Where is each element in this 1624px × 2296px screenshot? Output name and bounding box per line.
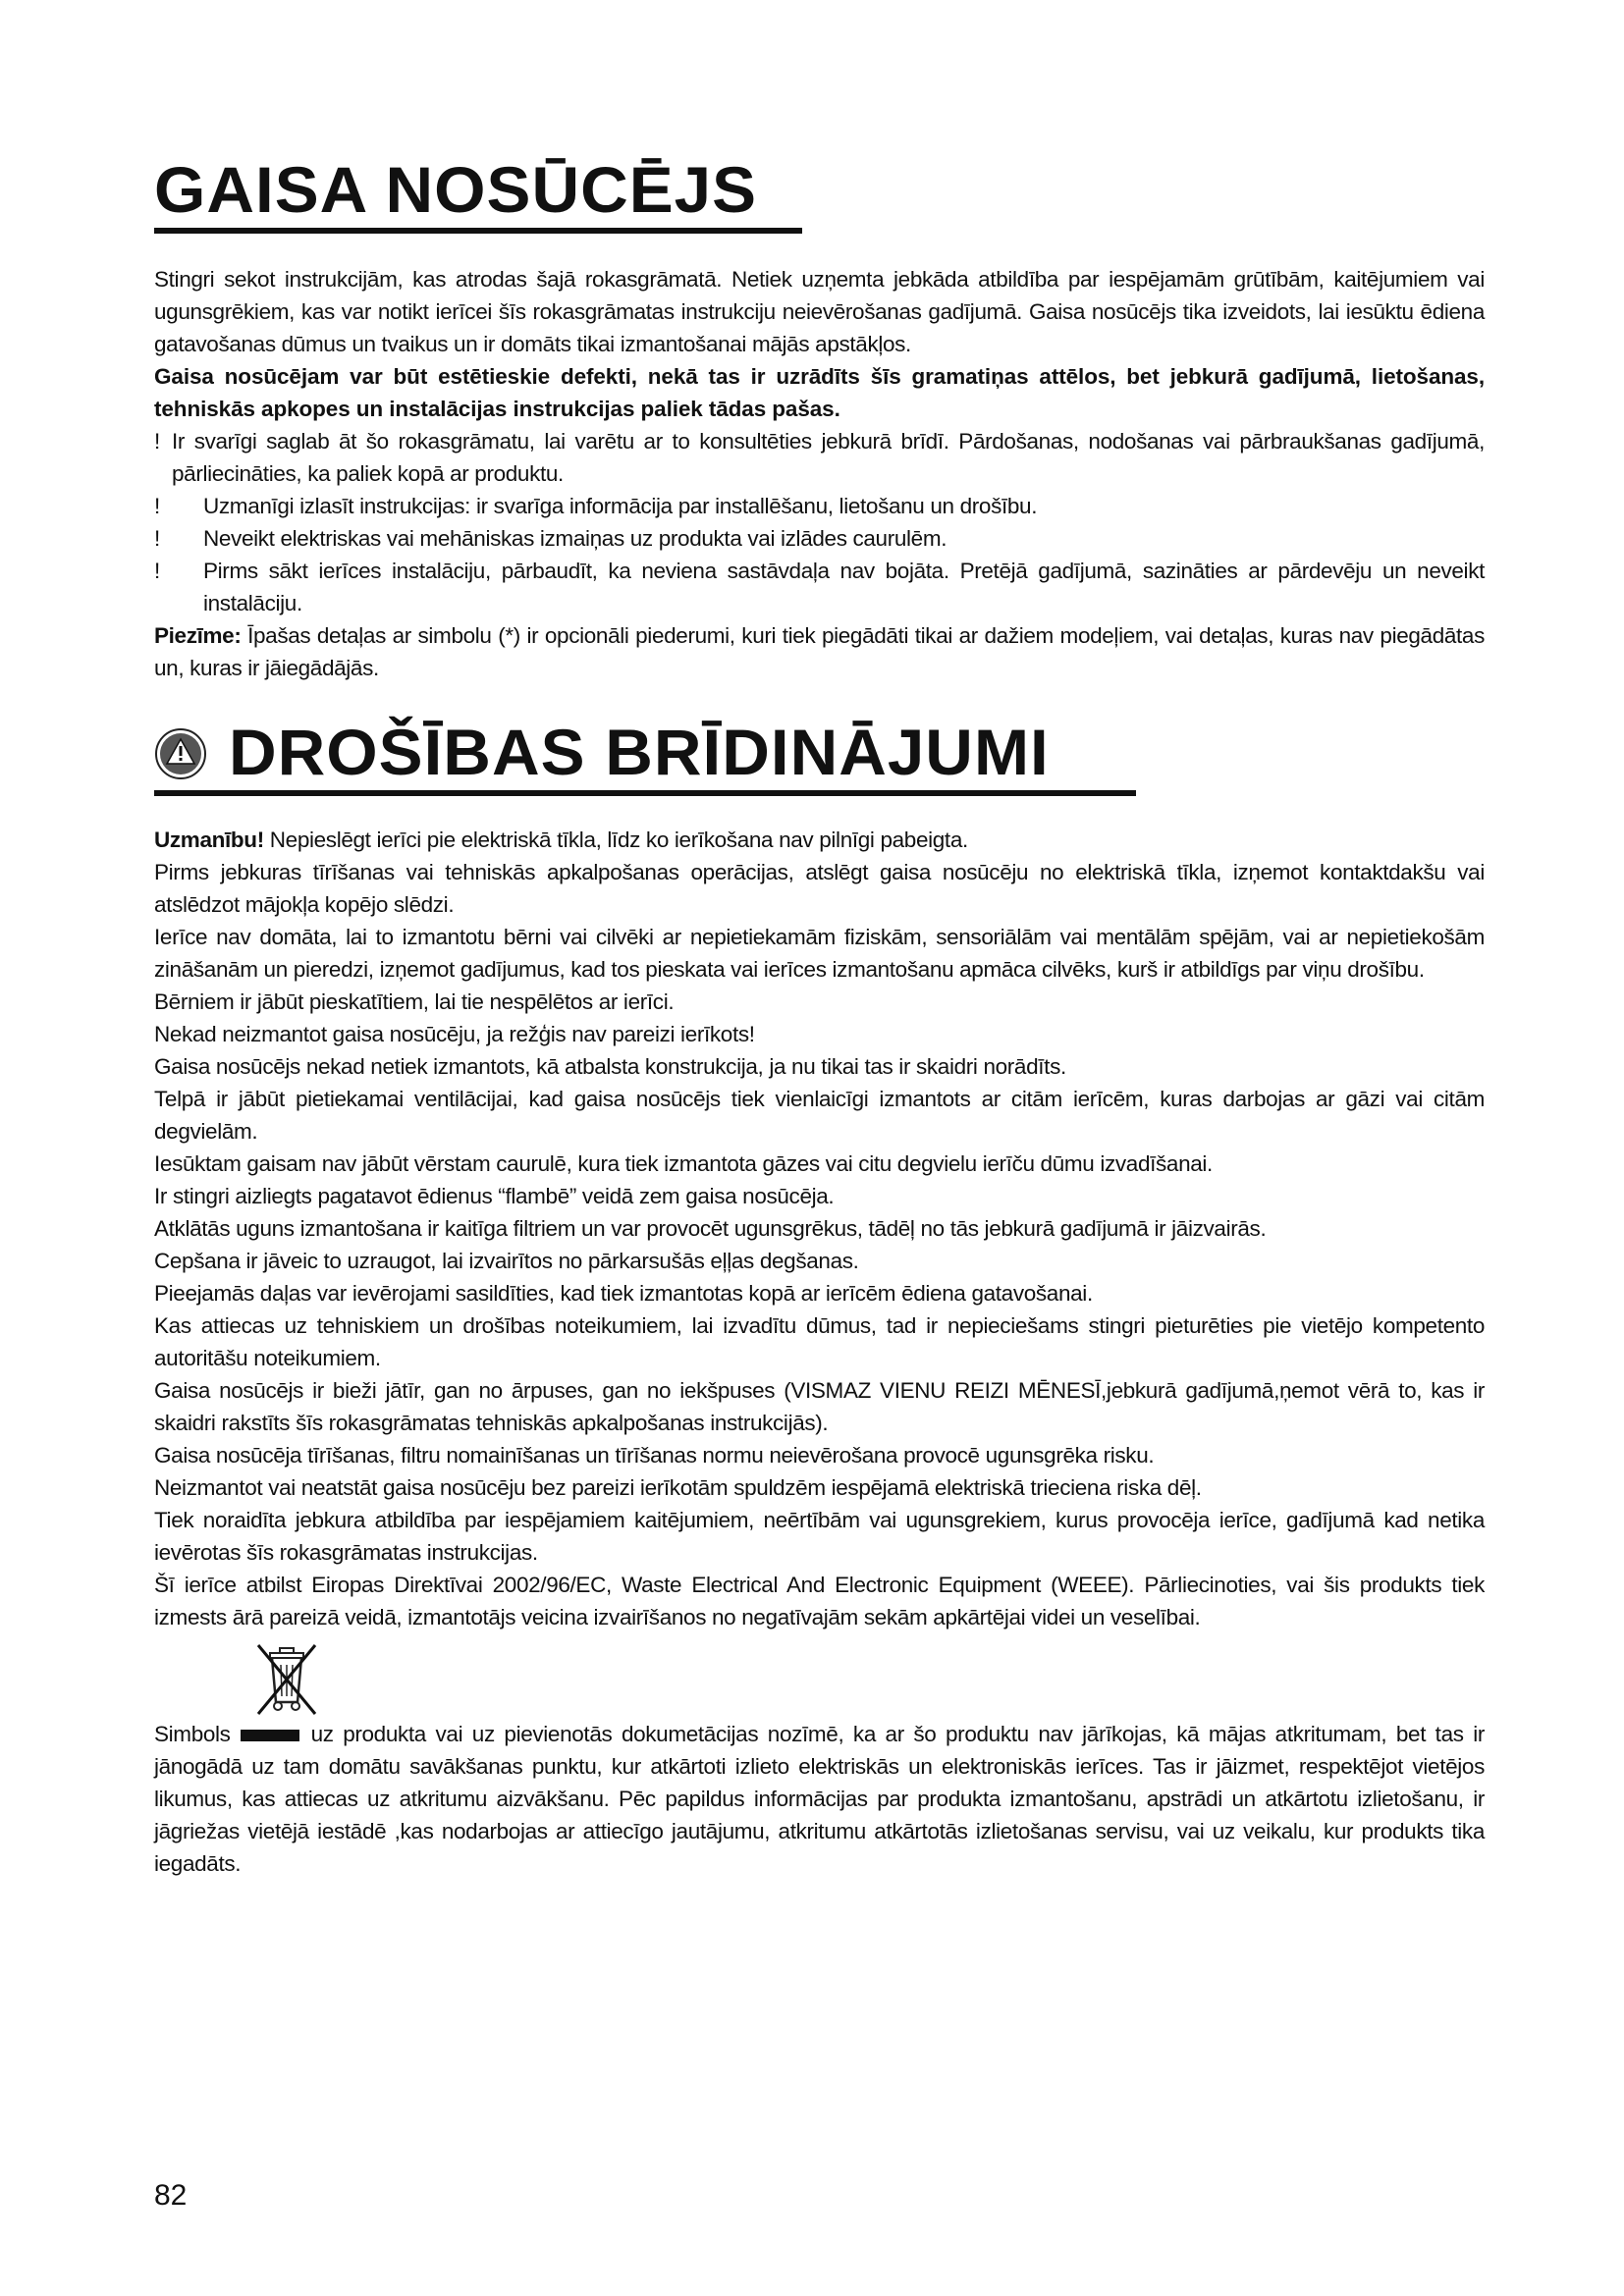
weee-paragraph [154, 1718, 1485, 1880]
bullet-item [154, 555, 1485, 619]
safety-paragraph: Bērniem ir jābūt pieskatītiem, lai tie nespēlētos ar ierīci. [154, 989, 675, 1014]
weee-lead: Simbols [154, 1722, 231, 1746]
safety-paragraph: Tiek noraidīta jebkura atbildība par iespējamiem kaitējumiem, neērtībām vai ugunsgrekiem, kurus provocēja ierīce, gadījumā kad netika ievērotas šīs rokasgrāmatas instrukcijas. [154, 1508, 1485, 1565]
title-underline [154, 790, 1136, 796]
attention-text: Nepieslēgt ierīci pie elektriskā tīkla, līdz ko ierīkošana nav pilnīgi pabeigta. [263, 828, 968, 852]
bullet-mark: ! [154, 526, 160, 551]
page-title: GAISA NOSŪCĒJS [154, 153, 758, 226]
safety-paragraph: Cepšana ir jāveic to uzraugot, lai izvairītos no pārkarsušās eļļas degšanas. [154, 1249, 859, 1273]
bullet-mark: ! [154, 559, 160, 583]
safety-paragraph: Iesūktam gaisam nav jābūt vērstam caurulē, kura tiek izmantota gāzes vai citu degvielu ierīču dūmu izvadīšanai. [154, 1151, 1213, 1176]
note-paragraph [154, 619, 1485, 684]
attention-paragraph [154, 824, 1485, 856]
bullet-item [154, 522, 1485, 555]
bullet-text: Pirms sākt ierīces instalāciju, pārbaudīt, ka neviena sastāvdaļa nav bojāta. Pretējā gadījumā, sazināties ar pārdevēju un neveikt instalāciju. [203, 559, 1485, 615]
safety-paragraph: Pieejamās daļas var ievērojami sasildīties, kad tiek izmantotas kopā ar ierīcēm ēdiena gatavošanai. [154, 1281, 1093, 1306]
bullet-text: Ir svarīgi saglab āt šo rokasgrāmatu, lai varētu ar to konsultēties jebkurā brīdī. Pārdošanas, nodošanas vai pārbraukšanas gadījumā, pārliecināties, ka paliek kopā ar produktu. [172, 429, 1485, 486]
bullet-text: Neveikt elektriskas vai mehāniskas izmaiņas uz produkta vai izlādes caurulēm. [203, 526, 947, 551]
crossed-bin-icon [252, 1641, 321, 1718]
document-page [154, 153, 1485, 1880]
weee-text: uz produkta vai uz pievienotās dokumetācijas nozīmē, ka ar šo produktu nav jārīkojas, kā mājas atkritumam, bet tas ir jānogādā uz tam domātu savākšanas punktu, kur atkārtoti izlieto elektriskās un elektroniskās ierīces. Tas ir jāizmet, respektējot vietējos likumus, kas attiecas uz atkritumu aizvākšanu. Pēc papildus informācijas par produkta izmantošanu, apstrādi un atkārtotu izlietošanu, ir jāgriežas vietējā iestādē ,kas nodarbojas ar attiecīgo jautājumu, atkritumu atkārtotās izlietošanas servisu, vai uz veikalu, kur produkts tika iegadāts. [154, 1722, 1485, 1876]
intro-paragraph: Stingri sekot instrukcijām, kas atrodas šajā rokasgrāmatā. Netiek uzņemta jebkāda atbildība par iespējamām grūtībām, kaitējumiem vai ugunsgrēkiem, kas var notikt ierīcei šīs rokasgrāmatas instrukciju neievērošanas gadījumā. Gaisa nosūcējs tika izveidots, lai iesūktu ēdiena gatavošanas dūmus un tvaikus un ir domāts tikai izmantošanai mājās apstākļos. [154, 267, 1485, 356]
safety-paragraph: Pirms jebkuras tīrīšanas vai tehniskās apkalpošanas operācijas, atslēgt gaisa nosūcēju no elektriskā tīkla, izņemot kontaktdakšu vai atslēdzot mājokļa kopējo slēdzi. [154, 860, 1485, 917]
safety-paragraph: Nekad neizmantot gaisa nosūcēju, ja režģis nav pareizi ierīkots! [154, 1022, 755, 1046]
section-heading-safety [154, 716, 1136, 806]
aesthetic-defects-note: Gaisa nosūcējam var būt estētieskie defekti, nekā tas ir uzrādīts šīs gramatiņas attēlos, bet jebkurā gadījumā, lietošanas, tehniskās apkopes un instalācijas instrukcijas paliek tādas pašas. [154, 364, 1485, 421]
safety-paragraph: Kas attiecas uz tehniskiem un drošības noteikumiem, lai izvadītu dūmus, tad ir nepieciešams stingri pieturēties pie vietējo kompetento autoritāšu noteikumiem. [154, 1313, 1485, 1370]
safety-paragraph: Gaisa nosūcēja tīrīšanas, filtru nomainīšanas un tīrīšanas normu neievērošana provocē ugunsgrēka risku. [154, 1443, 1155, 1468]
section-heading-range-hood [154, 153, 802, 243]
bullet-mark: ! [154, 429, 160, 454]
safety-paragraph: Ierīce nav domāta, lai to izmantotu bērni vai cilvēki ar nepietiekamām fiziskām, sensoriālām vai mentālām spējām, vai ar nepietiekošām zināšanām un pieredzi, izņemot gadījumus, kad tos pieskata vai ierīces izmantošanu apmāca cilvēks, kurš ir atbildīgs par viņu drošību. [154, 925, 1485, 982]
bullet-item [154, 425, 1485, 490]
warning-icon [154, 727, 207, 780]
note-text: Īpašas detaļas ar simbolu (*) ir opcionāli piederumi, kuri tiek piegādāti tikai ar dažiem modeļiem, vai detaļas, kuras nav piegādātas un, kuras ir jāiegādājās. [154, 623, 1485, 680]
attention-label: Uzmanību! [154, 828, 264, 852]
page-number: 82 [154, 2179, 188, 2212]
title-underline [154, 228, 802, 234]
safety-paragraph: Gaisa nosūcējs nekad netiek izmantots, kā atbalsta konstrukcija, ja nu tikai tas ir skaidri norādīts. [154, 1054, 1066, 1079]
safety-paragraph: Telpā ir jābūt pietiekamai ventilācijai, kad gaisa nosūcējs tiek vienlaicīgi izmantots ar citām ierīcēm, kuras darbojas ar gāzi vai citām degvielām. [154, 1087, 1485, 1144]
safety-heading-row [154, 716, 1136, 788]
safety-title: DROŠĪBAS BRĪDINĀJUMI [229, 716, 1050, 788]
safety-paragraph: Atklātās uguns izmantošana ir kaitīga filtriem un var provocēt ugunsgrēkus, tādēļ no tās jebkurā gadījumā ir jāizvairās. [154, 1216, 1267, 1241]
bullet-mark: ! [154, 494, 160, 518]
safety-paragraph: Ir stingri aizliegts pagatavot ēdienus “flambē” veidā zem gaisa nosūcēja. [154, 1184, 835, 1208]
bullet-text: Uzmanīgi izlasīt instrukcijas: ir svarīga informācija par installēšanu, lietošanu un drošību. [203, 494, 1038, 518]
safety-paragraph: Šī ierīce atbilst Eiropas Direktīvai 2002/96/EC, Waste Electrical And Electronic Equipment (WEEE). Pārliecinoties, vai šis produkts tiek izmests ārā pareizā veidā, izmantotājs veicina izvairīšanos no negatīvajām sekām apkārtējai videi un veselībai. [154, 1573, 1485, 1629]
safety-paragraph: Gaisa nosūcējs ir bieži jātīr, gan no ārpuses, gan no iekšpuses (VISMAZ VIENU REIZI MĒNESĪ,jebkurā gadījumā,ņemot vērā to, kas ir skaidri rakstīts šīs rokasgrāmatas tehniskās apkalpošanas instrukcijās). [154, 1378, 1485, 1435]
safety-paragraph: Neizmantot vai neatstāt gaisa nosūcēju bez pareizi ierīkotām spuldzēm iespējamā elektriskā trieciena riska dēļ. [154, 1475, 1202, 1500]
weee-block [154, 1641, 1485, 1880]
black-bar-symbol [241, 1730, 299, 1741]
bullet-item [154, 490, 1485, 522]
note-label: Piezīme: [154, 623, 242, 648]
